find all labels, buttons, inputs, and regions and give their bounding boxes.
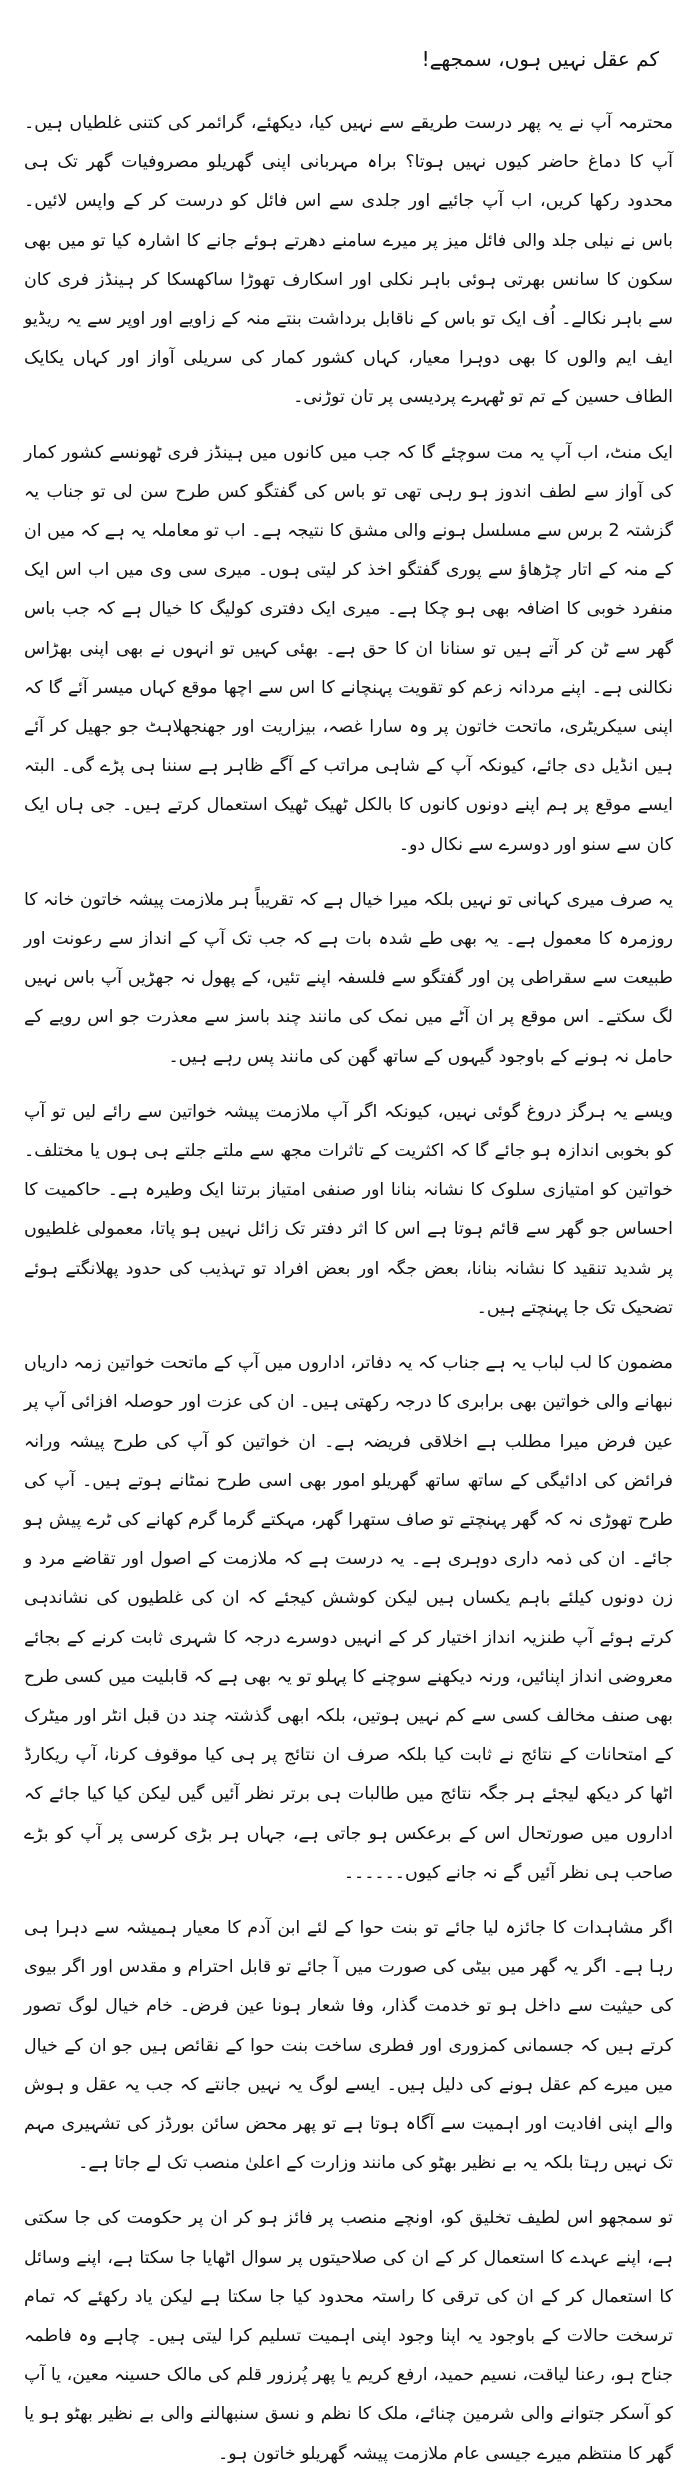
paragraph-6: اگر مشاہدات کا جائزہ لیا جائے تو بنت حوا کے لئے ابن آدم کا معیار ہمیشہ سے دہرا ہی رہا ہے۔ اگر یہ گھر میں بیٹی کی صورت میں آ جائے تو قابل احترام و مقدس اور اگر بیوی کی حیثیت سے داخل ہو تو خدمت گذار، وفا شعار ہونا عین فرض۔ خام خیال لوگ تصور کرتے ہیں کہ جسمانی کمزوری اور فطری ساخت بنت حوا کے نقائص ہیں جو ان کے خیال میں میرے کم عقل ہونے کی دلیل ہیں۔ ایسے لوگ یہ نہیں جانتے کہ جب یہ عقل و ہوش والے اپنی افادیت اور اہمیت سے آگاہ ہوتا ہے تو پھر محض سائن بورڈز کی تشہیری مہم تک نہیں رہتا بلکہ یہ بے نظیر بھٹو کی مانند وزارت کے اعلیٰ منصب تک لے جاتا ہے۔ xyxy=(24,1917,673,2174)
paragraph-1: محترمہ آپ نے یہ پھر درست طریقے سے نہیں کیا، دیکھئے، گرائمر کی کتنی غلطیاں ہیں۔ آپ کا دماغ حاضر کیوں نہیں ہوتا؟ براہ مہربانی اپنی گھریلو مصروفیات گھر تک ہی محدود رکھا کریں، اب آپ جائیے اور جلدی سے اس فائل کو درست کر کے واپس لائیں۔ باس نے نیلی جلد والی فائل میز پر میرے سامنے دھرتے ہوئے جانے کا اشارہ کیا تو میں بھی سکون کا سانس بھرتی ہوئی باہر نکلی اور اسکارف تھوڑا ساکھسکا کر ہینڈز فری کان سے باہر نکالے۔ اُف ایک تو باس کے ناقابل برداشت بنتے منہ کے زاویے اور اوپر سے یہ ریڈیو ایف ایم والوں کا بھی دوہرا معیار، کہاں کشور کمار کی سریلی آواز اور کہاں یکایک الطاف حسین کے تم تو ٹھہرے پردیسی پر تان توڑنی۔ xyxy=(24,113,673,408)
paragraph-2: ایک منٹ، اب آپ یہ مت سوچئے گا کہ جب میں کانوں میں ہینڈز فری ٹھونسے کشور کمار کی آواز سے لطف اندوز ہو رہی تھی تو باس کی گفتگو کس طرح سن لی تو جناب یہ گزشتہ 2 برس سے مسلسل ہونے والی مشق کا نتیجہ ہے۔ اب تو معاملہ یہ ہے کہ میں ان کے منہ کے اتار چڑھاؤ سے پوری گفتگو اخذ کر لیتی ہوں۔ میری سی وی میں اب اس ایک منفرد خوبی کا اضافہ بھی ہو چکا ہے۔ میری ایک دفتری کولیگ کا خیال ہے کہ جب باس گھر سے ٹن کر آتے ہیں تو سنانا ان کا حق ہے۔ بھئی کہیں تو انہوں نے بھی اپنی بھڑاس نکالنی ہے۔ اپنے مردانہ زعم کو تقویت پہنچانے کا اس سے اچھا موقع کہاں میسر آئے گا کہ اپنی سیکریٹری، ماتحت خاتون پر وہ سارا غصہ، بیزاریت اور جھنجھلاہٹ جو جھیل کر آئے ہیں انڈیل دی جائے، کیونکہ آپ کے شاہی مراتب کے آگے ظاہر ہے سننا ہی پڑے گی۔ البتہ ایسے موقع پر ہم اپنے دونوں کانوں کا بالکل ٹھیک ٹھیک استعمال کرتے ہیں۔ جی ہاں ایک کان سے سنو اور دوسرے سے نکال دو۔ xyxy=(24,442,673,855)
paragraph-3: یہ صرف میری کہانی تو نہیں بلکہ میرا خیال ہے کہ تقریباً ہر ملازمت پیشہ خاتون خانہ کا روزمرہ کا معمول ہے۔ یہ بھی طے شدہ بات ہے کہ جب تک آپ کے انداز سے رعونت اور طبیعت سے سقراطی پن اور گفتگو سے فلسفہ اپنے تئیں، کے پھول نہ جھڑیں آپ باس نہیں لگ سکتے۔ اس موقع پر ان آٹے میں نمک کی مانند چند باسز سے معذرت جو اس رویے کے حامل نہ ہونے کے باوجود گیہوں کے ساتھ گھن کی مانند پس رہے ہیں۔ xyxy=(24,889,673,1067)
article-title: کم عقل نہیں ہوں، سمجھے! xyxy=(421,47,659,71)
paragraph-4: ویسے یہ ہرگز دروغ گوئی نہیں، کیونکہ اگر آپ ملازمت پیشہ خواتین سے رائے لیں تو آپ کو بخوبی اندازہ ہو جائے گا کہ اکثریت کے تاثرات مجھ سے ملتے جلتے ہی ہوں یا مختلف۔ خواتین کو امتیازی سلوک کا نشانہ بنانا اور صنفی امتیاز برتنا ایک وطیرہ ہے۔ حاکمیت کا احساس جو گھر سے قائم ہوتا ہے اس کا اثر دفتر تک زائل نہیں ہو پاتا، معمولی غلطیوں پر شدید تنقید کا نشانہ بنانا، بعض جگہ اور بعض افراد تو تہذیب کی حدود پھلانگتے ہوئے تضحیک تک جا پہنچتے ہیں۔ xyxy=(24,1101,673,1318)
paragraph-7: تو سمجھو اس لطیف تخلیق کو، اونچے منصب پر فائز ہو کر ان پر حکومت کی جا سکتی ہے، اپنے عہدے کا استعمال کر کے ان کی صلاحیتوں پر سوال اٹھایا جا سکتا ہے، اپنے وسائل کا استعمال کر کے ان کی ترقی کا راستہ محدود کیا جا سکتا ہے لیکن یاد رکھئے کہ تمام ترسخت حالات کے باوجود یہ اپنا وجود اپنی اہمیت تسلیم کرا لیتی ہیں۔ چاہے وہ فاطمہ جناح ہو، رعنا لیاقت، نسیم حمید، ارفع کریم یا پھر پُرزور قلم کی مالک حسینہ معین، یا آپ کو آسکر جتوانے والی شرمین چنائے، ملک کا نظم و نسق سنبھالنے والی بے نظیر بھٹو ہو یا گھر کا منتظم میرے جیسی عام ملازمت پیشہ گھریلو خاتون ہو۔ xyxy=(24,2208,673,2464)
article-body xyxy=(24,104,673,2474)
paragraph-5: مضمون کا لب لباب یہ ہے جناب کہ یہ دفاتر، اداروں میں آپ کے ماتحت خواتین زمہ داریاں نبھانے والی خواتین بھی برابری کا درجہ رکھتی ہیں۔ ان کی عزت اور حوصلہ افزائی آپ پر عین فرض میرا مطلب ہے اخلاقی فریضہ ہے۔ ان خواتین کو آپ کی طرح پیشہ ورانہ فرائض کی ادائیگی کے ساتھ ساتھ گھریلو امور بھی اسی طرح نمٹانے ہوتے ہیں۔ آپ کی طرح تھوڑی نہ کہ گھر پہنچتے تو صاف ستھرا گھر، مہکتے گرما گرم کھانے کی ٹرے پیش ہو جائے۔ ان کی ذمہ داری دوہری ہے۔ یہ درست ہے کہ ملازمت کے اصول اور تقاضے مرد و زن دونوں کیلئے باہم یکساں ہیں لیکن کوشش کیجئے کہ ان کی غلطیوں کی نشاندہی کرتے ہوئے آپ طنزیہ انداز اختیار کر کے انہیں دوسرے درجہ کا شہری ثابت کرنے کے بجائے معروضی انداز اپنائیں، ورنہ دیکھنے سوچنے کا پہلو تو یہ بھی ہے کہ قابلیت میں کسی طرح بھی صنف مخالف کسی سے کم نہیں ہوتیں، بلکہ ابھی گذشتہ چند دن قبل انٹر اور میٹرک کے امتحانات کے نتائج نے ثابت کیا بلکہ صرف ان نتائج پر ہی کیا موقوف کرنا، آپ ریکارڈ اٹھا کر دیکھ لیجئے ہر جگہ نتائج میں طالبات ہی برتر نظر آئیں گیں لیکن کیا کیا جائے کہ اداروں میں صورتحال اس کے برعکس ہو جاتی ہے، جہاں ہر بڑی کرسی پر آپ کو بڑے صاحب ہی نظر آئیں گے نہ جانے کیوں۔۔۔۔۔۔ xyxy=(24,1353,673,1883)
